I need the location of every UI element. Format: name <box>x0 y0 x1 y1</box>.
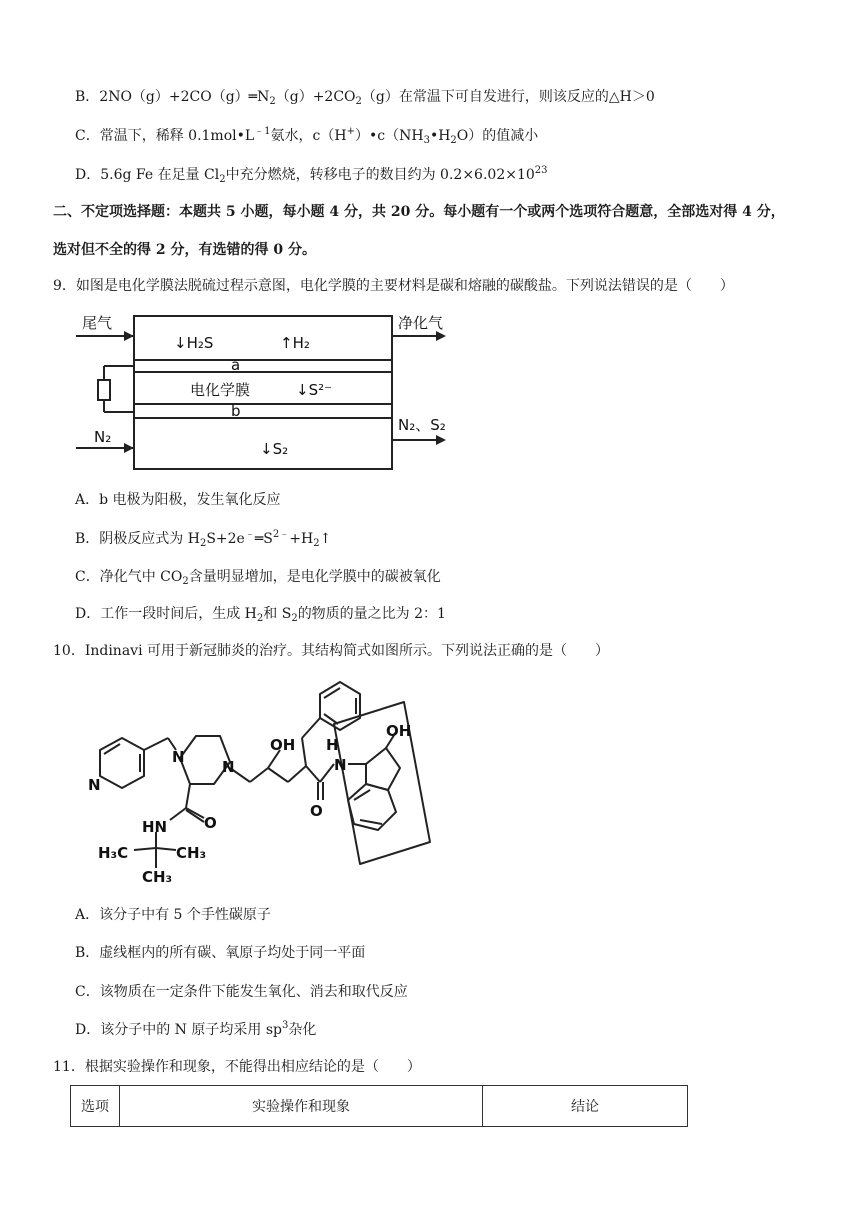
indinavir-structure <box>70 672 450 892</box>
tail-gas-label: 尾气 <box>82 314 113 332</box>
q8-option-b: B．$2NO(g)+2CO(g)═N_2(g)+2CO_2(g)$在常温下可自发进行，则该反应的△H＞0 <box>75 89 655 107</box>
amide-n-label: N <box>334 756 347 774</box>
carbonyl-o-label-1: O <box>310 802 323 820</box>
clean-gas-label: 净化气 <box>398 314 444 332</box>
membrane-label: 电化学膜 <box>190 381 251 399</box>
q9-option-b: B．阴极反应式为 $H_2S+2e^﹣═S^{2﹣}+H_2↑$ <box>75 529 332 549</box>
q9-option-a: A．b 电极为阳极，发生氧化反应 <box>75 492 281 508</box>
electrode-b-label: b <box>231 402 241 420</box>
header-option: 选项 <box>71 1086 120 1127</box>
q10-stem: 10．Indinavi 可用于新冠肺炎的治疗。其结构简式如图所示。下列说法正确的是（ ） <box>53 643 609 659</box>
q9-option-c: C．净化气中 $CO_2$含量明显增加，是电化学膜中的碳被氧化 <box>75 569 441 587</box>
s2-label: ↓S₂ <box>260 440 289 458</box>
piperazine-n2-label: N <box>222 758 235 776</box>
section-heading-line1: 二、不定项选择题：本题共 5 小题，每小题 4 分，共 20 分。每小题有一个或两个选项符合题意，全部选对得 4 分， <box>53 204 785 220</box>
carbonyl-o-label-2: O <box>204 814 217 832</box>
table-header-row <box>71 1086 688 1127</box>
q10-option-c: C．该物质在一定条件下能发生氧化、消去和取代反应 <box>75 984 408 1000</box>
q8-option-d: D．5.6g Fe 在足量 $Cl_2$中充分燃烧，转移电子的数目约为 $0.2\times 6.02\times 10^{23}$ <box>75 165 548 185</box>
amide-nh-label: HN <box>142 818 168 836</box>
n2-inlet-label: N₂ <box>94 428 112 446</box>
q10-option-a: A．该分子中有 5 个手性碳原子 <box>75 907 271 923</box>
n2-s2-outlet-label: N₂、S₂ <box>398 416 446 434</box>
methyl-right-label: CH₃ <box>176 844 207 862</box>
section-heading-line2: 选对但不全的得 2 分，有选错的得 0 分。 <box>53 242 316 258</box>
header-conclusion: 结论 <box>483 1086 688 1127</box>
q8-option-c: C．常温下，稀释 $0.1mol•L^{﹣1}$氨水，$c(H^+)•c(NH_3•H_2O)$的值减小 <box>75 126 539 146</box>
q9-stem: 9．如图是电化学膜法脱硫过程示意图，电化学膜的主要材料是碳和熔融的碳酸盐。下列说法错误的是（ ） <box>53 278 734 294</box>
piperazine-n1-label: N <box>172 748 185 766</box>
q9-option-d: D．工作一段时间后，生成 $H_2$和 $S_2$的物质的量之比为 2：1 <box>75 606 446 624</box>
methyl-bottom-label: CH₃ <box>142 868 173 886</box>
methyl-left-label: H₃C <box>98 844 129 862</box>
q11-stem: 11．根据实验操作和现象，不能得出相应结论的是（ ） <box>53 1059 421 1075</box>
sulfide-ion-label: ↓S²⁻ <box>296 381 333 399</box>
amide-h-label: H <box>326 736 339 754</box>
desulfurization-diagram <box>70 308 460 478</box>
pyridine-n-label: N <box>88 776 101 794</box>
q10-option-b: B．虚线框内的所有碳、氧原子均处于同一平面 <box>75 945 366 961</box>
experiment-table <box>70 1085 688 1127</box>
h2-label: ↑H₂ <box>280 334 310 352</box>
electrode-a-label: a <box>231 356 241 374</box>
hydroxyl-label-1: OH <box>270 736 296 754</box>
hydroxyl-label-2: OH <box>386 722 412 740</box>
q10-option-d: D．该分子中的 N 原子均采用 $sp^3$杂化 <box>75 1020 317 1038</box>
h2s-label: ↓H₂S <box>174 334 214 352</box>
header-operation: 实验操作和现象 <box>120 1086 483 1127</box>
